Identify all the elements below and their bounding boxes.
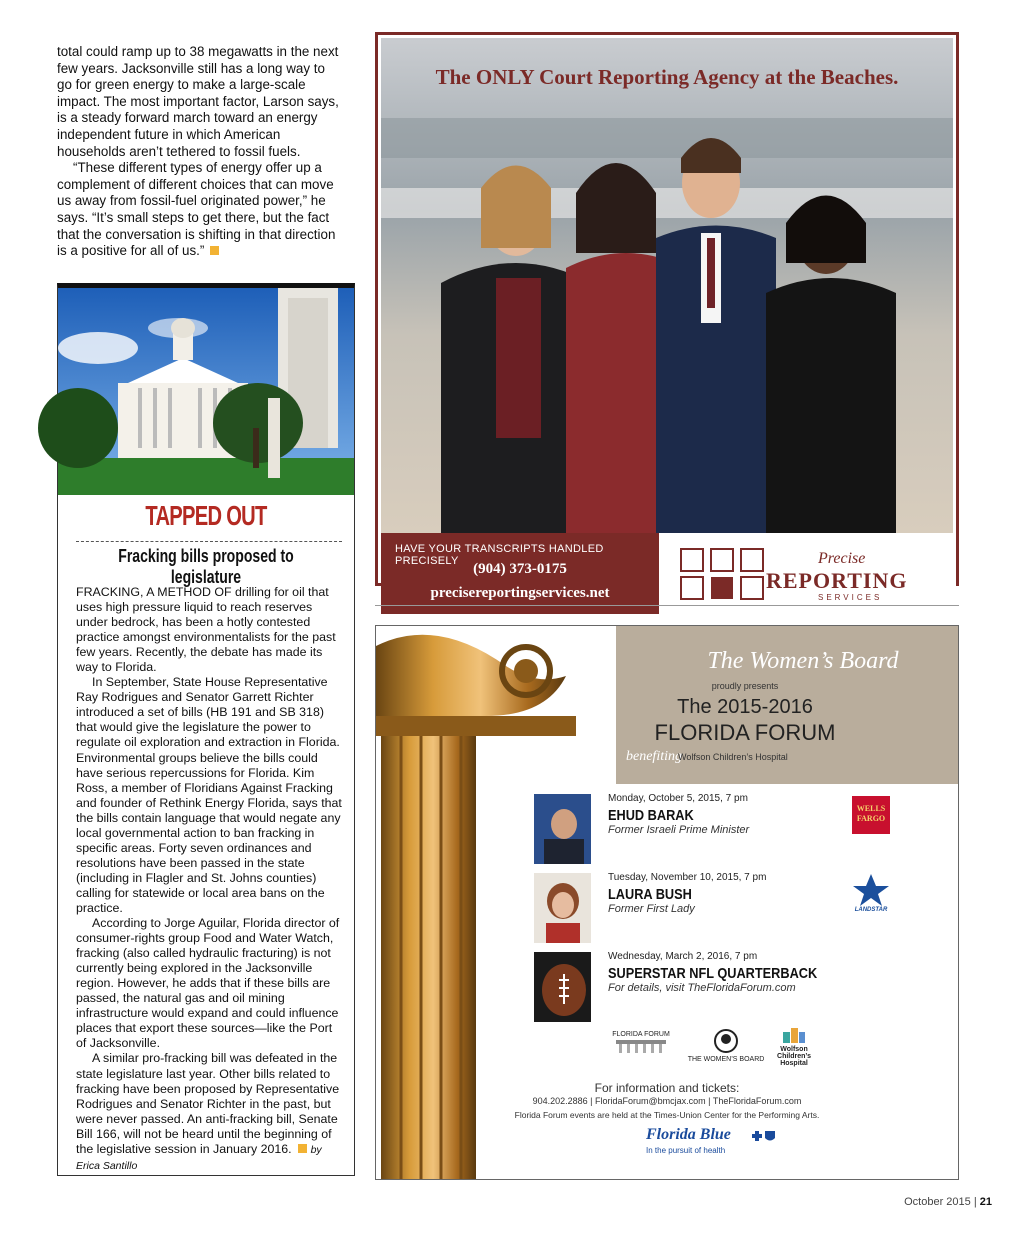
precise-reporting-ad[interactable] (375, 32, 959, 602)
info-contacts[interactable]: 904.202.2886 | FloridaForum@bmcjax.com | TheFloridaForum.com (532, 1096, 802, 1106)
sidebar-headline: TAPPED OUT (145, 500, 267, 531)
ad-phone[interactable]: (904) 373-0175 (473, 561, 567, 577)
end-mark-icon (210, 246, 219, 255)
ad-beneficiary: Wolfson Children’s Hospital (678, 752, 788, 762)
wolfson-logo: Wolfson Children’s Hospital (776, 1026, 812, 1067)
info-title: For information and tickets: (594, 1081, 740, 1095)
capitol-photo (58, 288, 354, 495)
ad-board-title: The Women’s Board (707, 648, 899, 674)
page-footer: October 2015 | 21 (904, 1196, 992, 1208)
sidebar-paragraph: A similar pro-fracking bill was defeated in the state legislature last year. Other bills related to fracking have been proposed by Representative Rodrigues and Senator Richter in the past, but were never passed. An anti-fracking bill, Senate Bill 166, will not be heard until the beginning of the legislative session in January 2016. by Erica Santillo (76, 1051, 340, 1172)
ad-headline: The ONLY Court Reporting Agency at the Beaches. (435, 65, 899, 89)
speaker-photo (534, 794, 591, 864)
event-date: Tuesday, November 10, 2015, 7 pm (608, 872, 767, 883)
precise-logo-icon (679, 547, 769, 607)
end-mark-icon (298, 1144, 307, 1153)
sidebar-body (76, 585, 342, 1174)
event-role: Former Israeli Prime Minister (608, 824, 750, 836)
event-speaker: LAURA BUSH (608, 886, 692, 903)
event-date: Monday, October 5, 2015, 7 pm (608, 793, 748, 804)
wells-fargo-logo: WELLS FARGO (852, 796, 890, 834)
page-number: 21 (979, 1196, 992, 1208)
article-paragraph: “These different types of energy offer up a complement of different choices that can move us away from fossil-fuel originated power,” he says. “It’s small steps to get there, but the fact that the conversation is shifting in that direction is a positive for all of us.” (57, 160, 336, 259)
event-speaker: SUPERSTAR NFL QUARTERBACK (608, 965, 818, 982)
logo-script: Precise (818, 550, 866, 567)
event-date: Wednesday, March 2, 2016, 7 pm (608, 951, 758, 962)
hospital-icon (782, 1026, 806, 1044)
event-role: For details, visit TheFloridaForum.com (608, 982, 796, 994)
star-icon (848, 872, 894, 902)
logo-sub: SERVICES (818, 593, 883, 602)
article-continuation (57, 44, 342, 260)
colonnade-icon (614, 1038, 668, 1054)
divider (375, 605, 959, 606)
ad-years: The 2015-2016 (677, 696, 813, 718)
event-speaker: EHUD BARAK (608, 807, 694, 824)
ad-presents: proudly presents (711, 681, 779, 691)
sidebar-subhead: Fracking bills proposed to legislature (118, 546, 294, 587)
event-role: Former First Lady (608, 903, 695, 915)
ad-website[interactable]: precisereportingservices.net (430, 585, 610, 601)
issue-date: October 2015 (904, 1196, 971, 1208)
ad-benefiting: benefiting (626, 749, 682, 764)
portrait-icon (713, 1028, 739, 1054)
article-paragraph: total could ramp up to 38 megawatts in the next few years. Jacksonville still has a long way to go for green energy to make a large-scale impact. The most important factor, Larson says, is a steady forward march toward an energy independent future in which American households aren’t tethered to fossil fuels. (57, 44, 339, 159)
florida-blue-logo: Florida Blue (646, 1126, 731, 1143)
team-photo (381, 38, 953, 533)
sidebar-paragraph: In September, State House Representative Ray Rodrigues and Senator Garrett Richter introduced a set of bills (HB 191 and SB 318) that would give the legislature the power to regulate oil exploration and extraction in Florida. Environmental groups believe the bills could have serious repercussions for Florida. Kim Ross, a member of Floridians Against Fracking and founder of Rethink Energy Florida, says that the bills contain language that would negate any local governmental action to ban fracking in specific areas. Forty seven ordinances and resolutions have been passed in the state (including in Flagler and St. Johns counties) calling for statewide or local area bans on the practice. (76, 675, 342, 915)
blue-cross-icon (748, 1129, 778, 1145)
speaker-photo (534, 873, 591, 943)
florida-forum-logo: FLORIDA FORUM (606, 1031, 676, 1056)
logo-main: REPORTING (766, 568, 908, 593)
landstar-logo: LANDSTAR (848, 872, 894, 913)
ad-tagline: HAVE YOUR TRANSCRIPTS HANDLED PRECISELY (395, 543, 604, 567)
divider (76, 541, 342, 542)
byline: by Erica Santillo (76, 1143, 322, 1172)
football-photo (534, 952, 591, 1022)
ad-contact-bar (381, 533, 659, 614)
sidebar-paragraph: FRACKING, A METHOD OF drilling for oil that uses high pressure liquid to reach reserves under bedrock, has been a hotly contested practice amongst environmentalists for the past few years. Recently, the debate has made its way to Florida. (76, 585, 336, 675)
ad-forum-title: FLORIDA FORUM (654, 720, 836, 745)
womens-board-logo: THE WOMEN’S BOARD (681, 1028, 771, 1063)
florida-forum-ad[interactable] (375, 625, 959, 1180)
sidebar-box (57, 283, 355, 1176)
sidebar-paragraph: According to Jorge Aguilar, Florida director of consumer-rights group Food and Water Watch, fracking (also called hydraulic fracturing) is not currently being explored in the Jacksonville region. However, he adds that if these bills are passed, the natural gas and oil mining infrastructure would expand and could influence places that export these sources—like the Port of Jacksonville. (76, 916, 340, 1051)
info-venue: Florida Forum events are held at the Times-Union Center for the Performing Arts. (514, 1110, 820, 1120)
florida-blue-tagline: In the pursuit of health (646, 1146, 726, 1155)
